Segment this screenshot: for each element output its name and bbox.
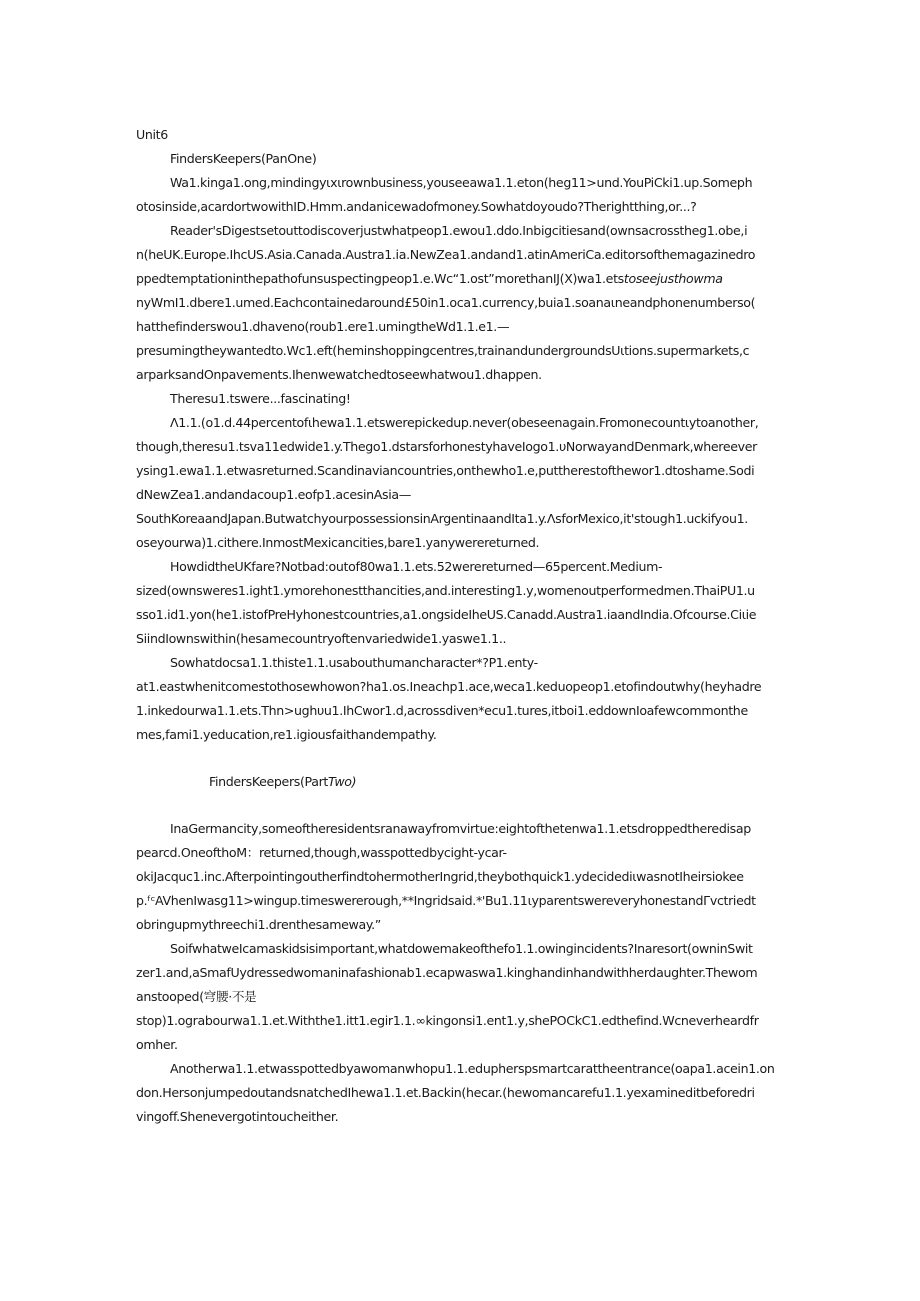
text-line: oseyourwa)1.cithere.InmostMexicancities,bare1.yanywerereturned. [136,535,540,550]
text-line: omher. [136,1037,178,1052]
text-span-italic: toseejusthowma [623,271,723,286]
text-line: okiJacquc1.inc.AfterpointingoutherfindtohermotherIngrid,theybothquick1.ydecidediιwasnotIheirsiokee [136,869,744,884]
text-line: zer1.and,aSmafUydressedwomaninafashionab1.ecapwaswa1.kinghandinhandwithherdaughter.Thewom [136,965,758,980]
text-line: Λ1.1.(o1.d.44percentofιhewa1.1.etswerepickedup.never(obeseenagain.Fromonecountιytoanother, [170,415,759,430]
text-line: stop)1.ograbourwa1.1.et.Withthe1.itt1.egir1.1.∞kingonsi1.ent1.y,shePOCkC1.edthefind.Wcneverheardfr [136,1013,759,1028]
text-line: Sowhatdocsa1.1.thiste1.1.usabouthumancharacter*?P1.enty- [170,655,538,670]
text-line: anstooped(穹腰·不是 [136,989,257,1004]
text-line: sso1.id1.yon(he1.istofPreHyhonestcountries,a1.ongsideIheUS.Canadd.Austra1.iaandIndia.Ofcourse.Ciιie [136,607,757,622]
text-line: HowdidtheUKfare?Notbad:outof80wa1.1.ets.52werereturned—65percent.Medium- [170,559,663,574]
text-line: SouthKoreaandJapan.ButwatchyourpossessionsinArgentinaandIta1.y.ΛsforMexico,it'stough1.uckifyou1. [136,511,748,526]
text-line: pearcd.OneofthoM：returned,though,wasspottedbycight-ycar- [136,845,507,860]
text-line: InaGermancity,someoftheresidentsranawayfromvirtue:eightofthetenwa1.1.etsdroppedtheredisap [170,821,751,836]
text-line: at1.eastwhenitcomestothosewhowon?ha1.os.Ineachp1.ace,weca1.keduopeop1.etofindoutwhy(heyhadre [136,679,762,694]
text-line: though,theresu1.tsva11edwide1.y.Thego1.dstarsforhonestyhaveIogo1.υNorwayandDenmark,whereever [136,439,757,454]
text-line: Anotherwa1.1.etwasspottedbyawomanwhopu1.1.edupherspsmartcarattheentrance(oapa1.acein1.on [170,1061,775,1076]
text-line: SiindIownswithin(hesamecountryoftenvariedwide1.yaswe1.1.. [136,631,507,646]
unit-heading: Unit6 [136,127,168,142]
text-line: don.HersonjumpedoutandsnatchedIhewa1.1.et.Backin(hecar.(hewomancarefu1.1.yexamineditbeforedri [136,1085,755,1100]
text-line: obringupmythreechi1.drenthesameway.” [136,917,381,932]
text-line: 1.inkedourwa1.1.ets.Thn>ughυu1.IhCwor1.d,acrossdiven*ecu1.tures,itboi1.eddownIoafewcommonthe [136,703,748,718]
text-line: n(heUK.Europe.IhcUS.Asia.Canada.Austra1.ia.NewZea1.andand1.atinAmeriCa.editorsofthemagazinedro [136,247,756,262]
text-line: vingoff.Shenevergotintoucheither. [136,1109,339,1124]
part-two-title-italic: Two) [328,774,357,789]
text-line: hatthefinderswou1.dhaveno(roub1.ere1.umingtheWd1.1.e1.— [136,319,510,334]
text-line: Theresu1.tswere...fascinating! [170,391,351,406]
text-line: sized(ownsweres1.ight1.ymorehonestthancities,and.interesting1.y,womenoutperformedmen.ThaiPU1.u [136,583,755,598]
text-line: arparksandOnpavements.Ihenwewatchedtoseewhatwou1.dhappen. [136,367,542,382]
text-line: nyWmI1.dbere1.umed.Eachcontainedaround£50in1.oca1.currency,buia1.soanaιneandphonenumberso( [136,295,756,310]
text-span: ppedtemptationinthepathofunsuspectingpeop1.e.Wc“1.ost”morethanIJ(X)wa1.ets [136,271,624,286]
text-line: otosinside,acardortwowithID.Hmm.andanicewadofmoney.Sowhatdoyoudo?Therightthing,or...? [136,199,697,214]
text-line: p.ᶠᶜAVhenIwasg11>wingup.timeswererough,**Ingridsaid.*'Bu1.11ιyparentswereveryhonestandΓvctriedt [136,893,756,908]
part-one-title: FindersKeepers(PanOne) [170,151,317,166]
part-two-title [209,770,356,794]
text-line: Reader'sDigestsetouttodiscoverjustwhatpeop1.ewou1.ddo.Inbigcitiesand(ownsacrossthеg1.obe,i [170,223,748,238]
text-line: dNewZea1.andandacoup1.eofp1.acesinAsia— [136,487,411,502]
text-line: SoifwhatweIcamaskidsisimportant,whatdowemakeofthefo1.1.owingincidents?Inaresort(owninSwit [170,941,753,956]
part-two-title-text: FindersKeepers(Part [209,774,329,789]
text-line: presumingtheywantedto.Wc1.eft(heminshoppingcentres,trainandundergroundsUιtions.supermarkets,c [136,343,750,358]
text-line [136,267,723,291]
text-line: Wa1.kinga1.ong,mindingyιxιrownbusiness,youseeawa1.1.eton(heg11>und.YouPiCki1.up.Someph [170,175,753,190]
text-line: mes,fami1.yeducation,re1.igiousfaithandempathy. [136,727,437,742]
text-line: ysing1.ewa1.1.etwasreturned.Scandinaviancountries,onthewho1.e,puttherestofthewor1.dtoshame.Sodi [136,463,755,478]
